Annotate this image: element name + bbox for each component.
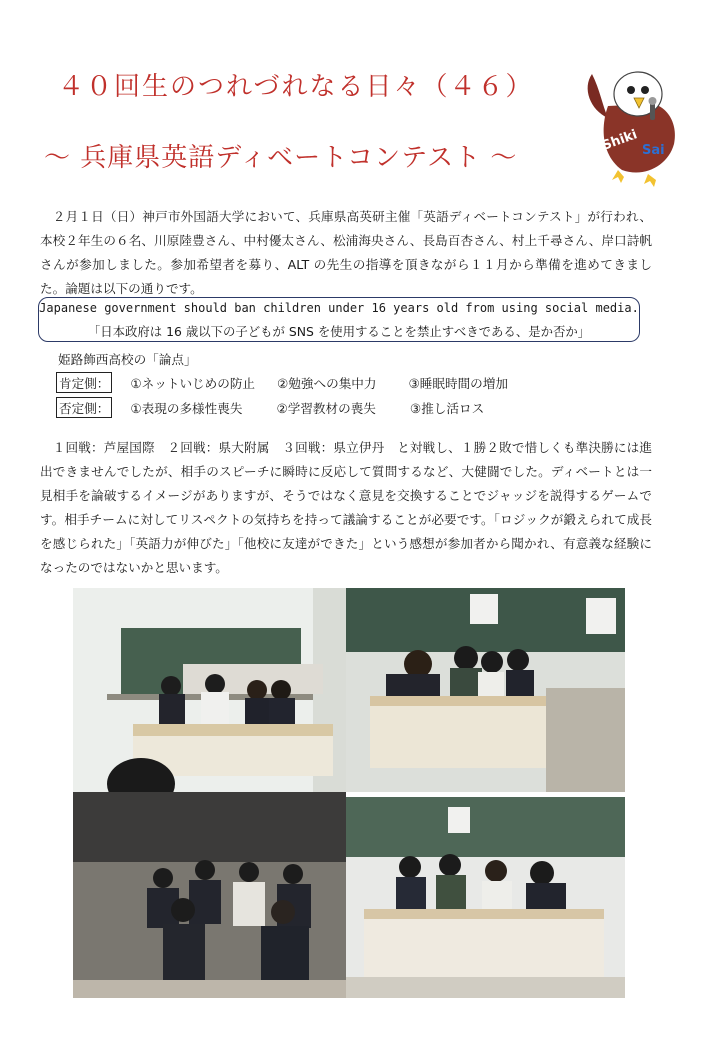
debate-photo-2 (346, 588, 625, 792)
affirmative-point: ②勉強への集中力 (277, 376, 377, 391)
negative-point: ③推し活ロス (409, 401, 485, 416)
page-title: ４０回生のつれづれなる日々（４６） (58, 72, 534, 102)
results-paragraph: １回戦：芦屋国際 ２回戦：県大附属 ３回戦：県立伊丹 と対戦し、１勝２敗で惜しくも準決勝には進出できませんでしたが、相手のスピーチに瞬時に反応して質問するなど、大健闘でした。ディベートとは一見相手を論破するイメージがありますが、そうではなく意見を交換することでジャッジを説得するゲームです。相手チームに対してリスペクトの気持ちを持って議論することが必要です。「ロジックが鍛えられて成長を感じられた」「英語力が伸びた」「他校に友達ができた」という感想が参加者から聞かれ、有意義な経験になったのではないかと思います。 (40, 440, 652, 575)
page-subtitle: ～ 兵庫県英語ディベートコンテスト ～ (44, 143, 518, 173)
negative-label: 否定側： (56, 397, 112, 418)
topic-japanese: 「日本政府は 16 歳以下の子どもが SNS を使用することを禁止すべきである、是か否か」 (87, 324, 591, 339)
negative-row (56, 397, 502, 418)
affirmative-label: 肯定側： (56, 372, 112, 393)
eagle-mascot-logo (578, 58, 686, 188)
debate-photo-4 (346, 797, 625, 998)
topic-english: Japanese government should ban children under 16 years old from using social media. (39, 301, 639, 315)
affirmative-point: ①ネットいじめの防止 (130, 376, 256, 391)
group-photo (73, 792, 346, 998)
affirmative-point: ③睡眠時間の増加 (408, 376, 508, 391)
debate-topic-box (38, 297, 640, 342)
svg-text:Sai: Sai (642, 143, 665, 158)
school-points-heading: 姫路飾西高校の「論点」 (58, 352, 197, 367)
svg-text:Shiki: Shiki (600, 127, 640, 154)
negative-point: ②学習教材の喪失 (276, 401, 376, 416)
debate-photo-1 (73, 588, 346, 792)
negative-point: ①表現の多様性喪失 (130, 401, 243, 416)
intro-paragraph: ２月１日（日）神戸市外国語大学において、兵庫県高英研主催「英語ディベートコンテスト」が行われ、本校２年生の６名、川原陸豊さん、中村優太さん、松浦海央さん、長島百杏さん、村上千尋さん、岸口詩帆さんが参加しました。参加希望者を募り、ALT の先生の指導を頂きながら１１月から準備を進めてきました。論題は以下の通りです。 (40, 209, 652, 296)
affirmative-row (56, 372, 526, 393)
